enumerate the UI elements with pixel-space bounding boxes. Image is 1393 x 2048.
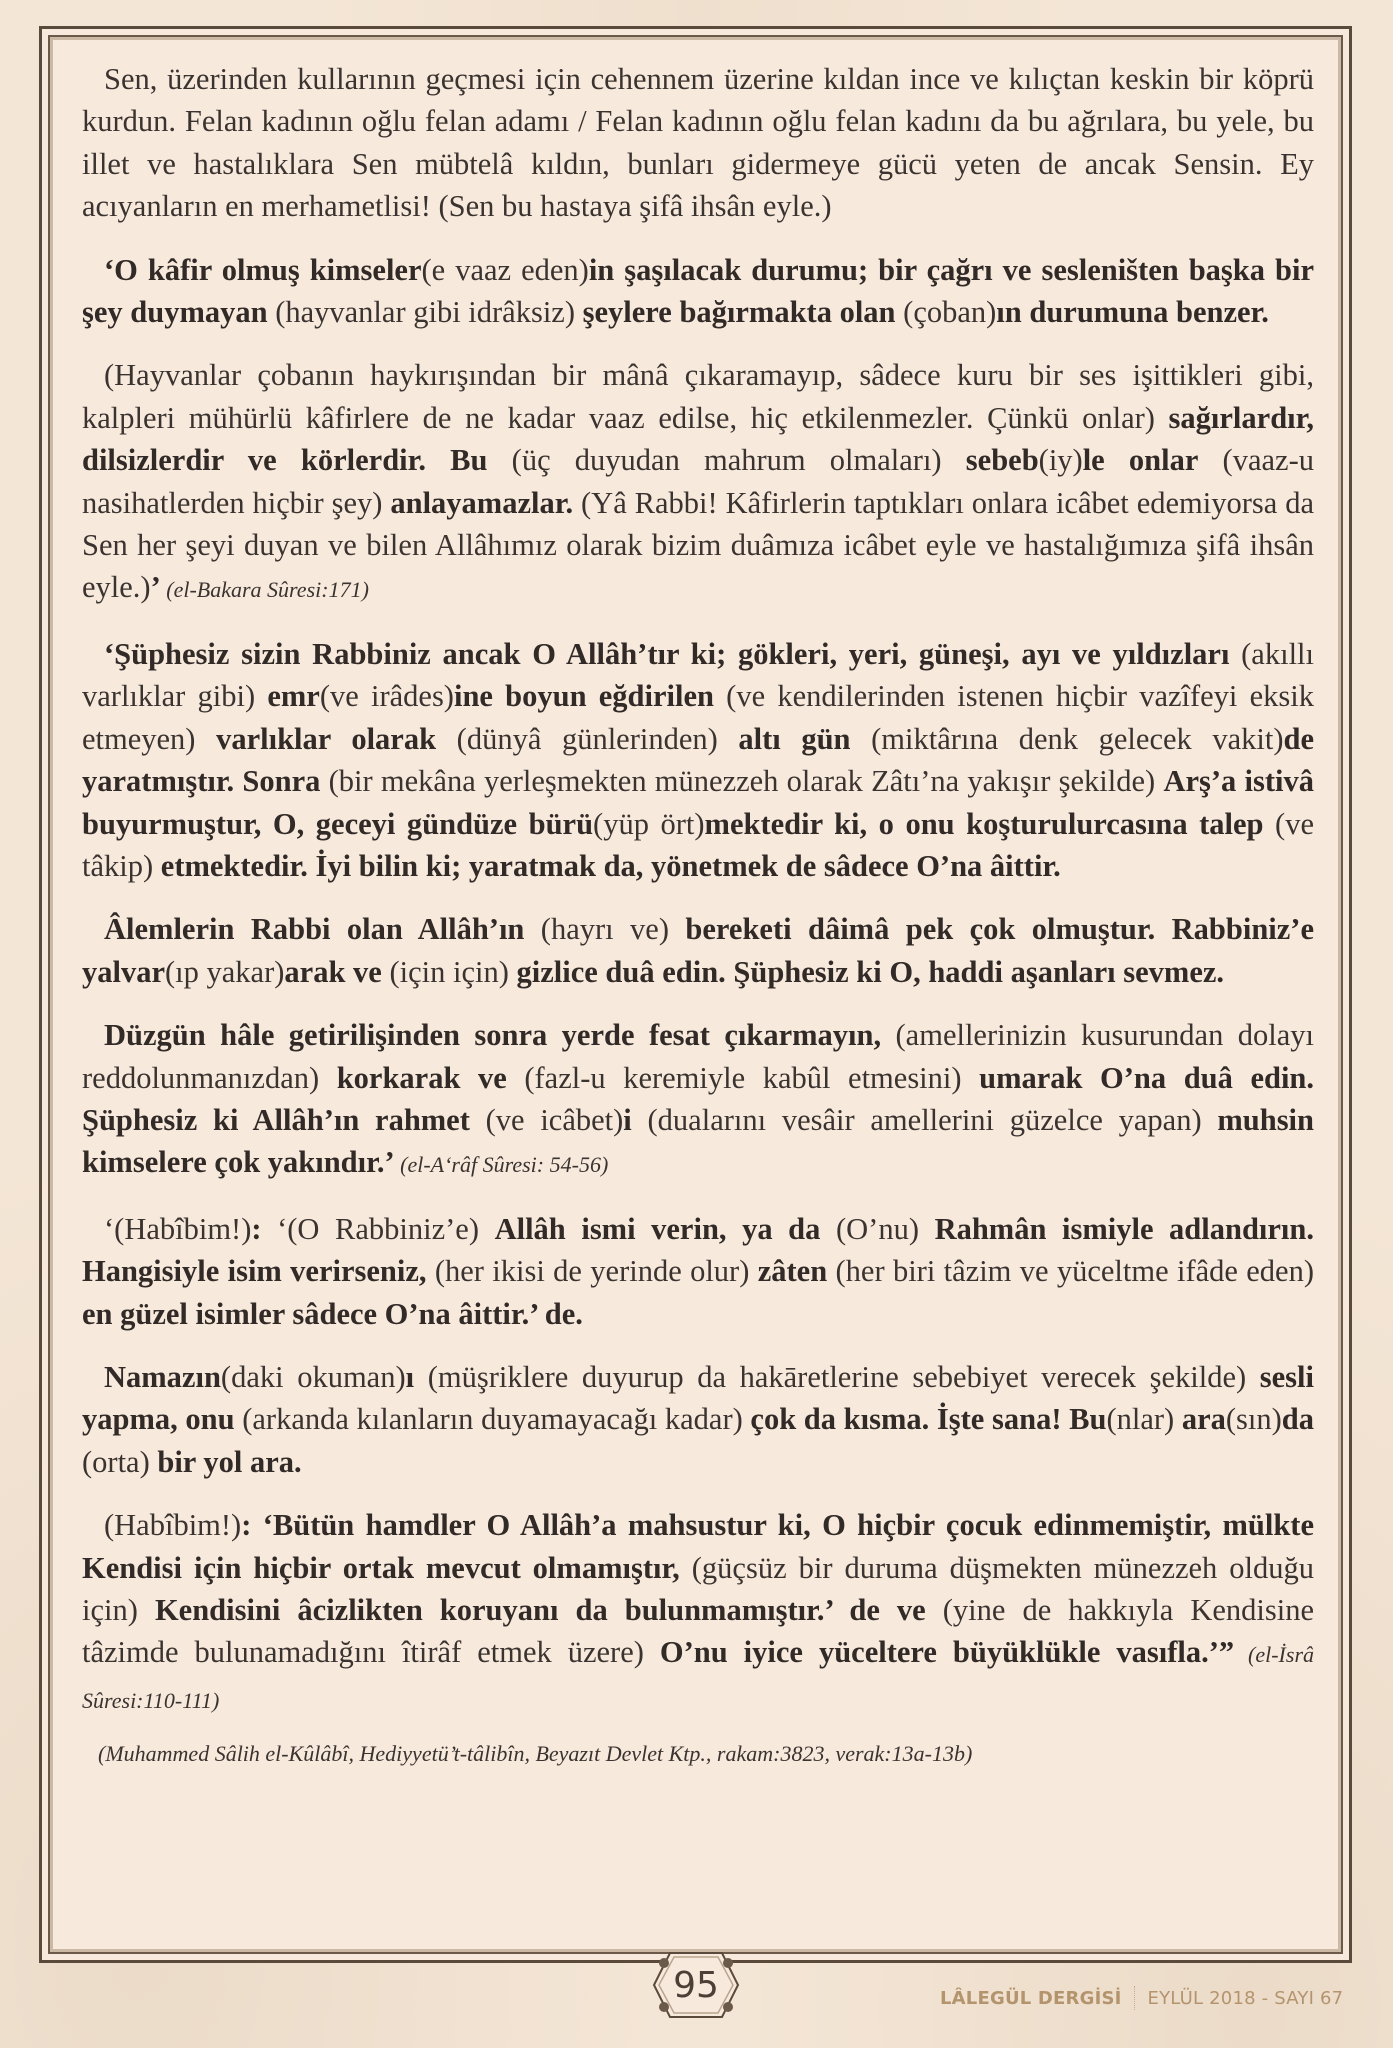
text: (hayrı ve) [524,912,686,947]
bold-text: Rahmân ismiyle adlandırın. Hangisiyle isim verirseniz, [82,1211,1314,1289]
bold-text: ‘Şüphesiz sizin Rabbiniz ancak O Allâh’tır ki; gökleri, yeri, güneşi, ayı ve yıldızları [104,636,1230,671]
text: (dualarını vesâir amellerini güzelce yapan) [631,1102,1218,1137]
bold-text: etmektedir. İyi bilin ki; yaratmak da, yönetmek de sâdece O’na âittir. [160,848,1061,883]
bold-text: ine boyun eğdirilen [453,679,714,714]
bold-text: i [623,1102,632,1137]
bold-text: en güzel isimler sâdece O’na âittir.’ de. [82,1296,583,1331]
text: (üç duyudan mahrum olmaları) [487,443,966,478]
bold-text: Allâh ismi verin, ya da [494,1211,821,1246]
text: (fazl-u keremiyle kabûl etmesini) [506,1060,980,1095]
bold-text: anlayamazlar. [390,485,574,520]
bold-text: mektedir ki, o onu koşturulurcasına talep [704,806,1264,841]
footer-divider [1134,1986,1136,2010]
bold-text: : ‘Bütün hamdler O Allâh’a mahsustur ki, O hiçbir çocuk edinmemiştir, mülkte Kendisi için hiçbir ortak mevcut olmamıştır, [82,1508,1314,1585]
bold-text: emr [267,679,320,714]
paragraph [82,1014,1314,1187]
paragraph [82,354,1314,611]
verse-reference: (el-Bakara Sûresi:171) [160,577,369,603]
paragraph [82,1208,1314,1335]
bold-text: le onlar [1082,443,1199,478]
text: (ıp yakar) [165,954,285,989]
paragraph [82,249,1314,334]
text: (miktârına denk gelecek vakit) [850,721,1284,756]
bold-text: sesli yapma, onu [82,1359,1314,1437]
verse-reference: (el-A‘râf Sûresi: 54-56) [394,1152,609,1178]
bold-text: O’nu iyice yüceltere büyüklükle vasıfla.’” [659,1635,1235,1670]
text: (çoban) [895,295,997,330]
bold-text: ın durumuna benzer. [996,295,1269,330]
magazine-name: LÂLEGÜL DERGİSİ [940,1987,1122,2009]
bold-text: ’ [150,570,161,605]
bold-text: altı gün [738,721,851,756]
text: (e vaaz eden) [421,252,589,287]
bold-text: arak ve [284,954,382,989]
text: Sen, üzerinden kullarının geçmesi için cehennem üzerine kıldan ince ve kılıçtan keskin bir köprü kurdun. Felan kadının oğlu felan adamı / Felan kadının oğlu felan kadını da bu ağrılara, bu yele, bu illet ve hastalıklara Sen mübtelâ kıldın, bunları gidermeye gücü yeten de ancak Sensin. Ey acıyanların en merhametlisi! (Sen bu hastaya şifâ ihsân eyle.) [82,62,1314,224]
text: (orta) [82,1444,158,1479]
bold-text: muhsin kimselere çok yakındır.’ [82,1102,1314,1180]
text: (O’nu) [820,1211,935,1246]
paragraph [82,908,1314,993]
bold-text: bereketi dâimâ pek çok olmuştur. Rabbiniz’e yalvar [82,912,1315,989]
text: (her biri tâzim ve yüceltme ifâde eden) [827,1254,1314,1289]
text: (Habîbim!) [104,1508,242,1543]
text: (güçsüz bir duruma düşmekten münezzeh olduğu için) [82,1550,1314,1627]
bold-text: Namazın [104,1359,221,1394]
text: (yine de hakkıyla Kendisine tâzimde bulunamadığını îtirâf etmek üzere) [82,1593,1314,1670]
text: (ve irâdes) [319,679,454,714]
text: (Hayvanlar çobanın haykırışından bir mânâ çıkaramayıp, sâdece kuru bir ses işittikleri gibi, kalpleri mühürlü kâfirlere de ne kadar vaaz edilse, hiç etkilenmezler. Çünkü onlar) [82,358,1314,435]
paragraph [82,58,1314,228]
bold-text: varlıklar olarak [216,721,437,756]
paragraph [82,633,1314,887]
verse-reference: (el-İsrâ Sûresi:110-111) [82,1642,1315,1713]
bold-text: ara [1181,1402,1226,1437]
text: ‘(Habîbim!) [104,1211,252,1246]
bold-text: umarak O’na duâ edin. Şüphesiz ki Allâh’ın rahmet [82,1060,1315,1137]
text: (Yâ Rabbi! Kâfirlerin taptıkları onlara icâbet edemiyorsa da Sen her şeyi duyan ve bilen Allâhımız olarak bizim duâmıza icâbet eyle ve hastalığımıza şifâ ihsân eyle.) [82,485,1314,605]
text: (ve tâkip) [82,806,1315,883]
text: (müşriklere duyurup da hakāretlerine sebebiyet verecek şekilde) [414,1359,1260,1394]
bold-text: bir yol ara. [157,1444,302,1479]
text: (sın) [1225,1402,1282,1437]
page-number: 95 [673,1964,719,2006]
text: (akıllı varlıklar gibi) [82,636,1314,714]
paragraph [82,1504,1314,1722]
text: (iy) [1038,443,1083,478]
bold-text: çok da kısma. İşte sana! Bu [750,1402,1107,1437]
text: (amellerinizin kusurundan dolayı reddolunmanızdan) [82,1018,1315,1095]
bold-text: şeylere bağırmakta olan [582,295,896,330]
issue-info: EYLÜL 2018 - SAYI 67 [1147,1987,1344,2009]
bold-text: da [1281,1402,1315,1437]
bold-text: : [251,1211,278,1246]
bold-text: sağırlardır, dilsizlerdir ve körlerdir. Bu [82,400,1314,478]
page-number-badge [648,1947,744,2023]
bold-text: gizlice duâ edin. Şüphesiz ki O, haddi aşanları sevmez. [516,954,1225,989]
source-citation: (Muhammed Sâlih el-Kûlâbî, Hediyyetü’t-tâlibîn, Beyazıt Devlet Ktp., rakam:3823, verak:13a-13b) [98,1741,973,1767]
bold-text: ‘O kâfir olmuş kimseler [104,252,422,287]
article-body [82,58,1314,1790]
text: (arkanda kılanların duyamayacağı kadar) [234,1402,751,1437]
text: (için için) [381,954,517,989]
text: (yüp ört) [593,806,705,841]
text: (daki okuman) [220,1359,406,1394]
paragraph [82,1356,1314,1483]
text: (dünyâ günlerinden) [436,721,739,756]
bold-text: Âlemlerin Rabbi olan Allâh’ın [104,912,525,947]
bold-text: korkarak ve [336,1060,507,1095]
bold-text: Düzgün hâle getirilişinden sonra yerde fesat çıkarmayın, [104,1018,882,1053]
paragraphs [82,58,1314,1722]
text: (vaaz-u nasihatlerden hiçbir şey) [82,443,1314,520]
bold-text: Arş’a istivâ buyurmuştur, O, geceyi gündüze bürü [82,764,1314,841]
text: (hayvanlar gibi idrâksiz) [267,295,583,330]
text: (ve kendilerinden istenen hiçbir vazîfeyi eksik etmeyen) [82,679,1314,756]
text: ‘(O Rabbiniz’e) [277,1211,495,1246]
bold-text: in şaşılacak durumu; bir çağrı ve sesleništen başka bir şey duymayan [82,252,1314,330]
text: (bir mekâna yerleşmekten münezzeh olarak Zâtı’na yakışır şekilde) [320,764,1164,799]
text: (nlar) [1106,1402,1182,1437]
bold-text: zâten [757,1254,828,1289]
bold-text: ı [405,1359,415,1394]
text: (ve icâbet) [469,1102,624,1137]
text: (her ikisi de yerinde olur) [426,1254,758,1289]
magazine-footer [940,1985,1343,2011]
bold-text: sebeb [965,443,1039,478]
bold-text: de yaratmıştır. Sonra [82,721,1315,799]
bold-text: Kendisini âcizlikten koruyanı da bulunmamıştır.’ de ve [154,1593,926,1627]
